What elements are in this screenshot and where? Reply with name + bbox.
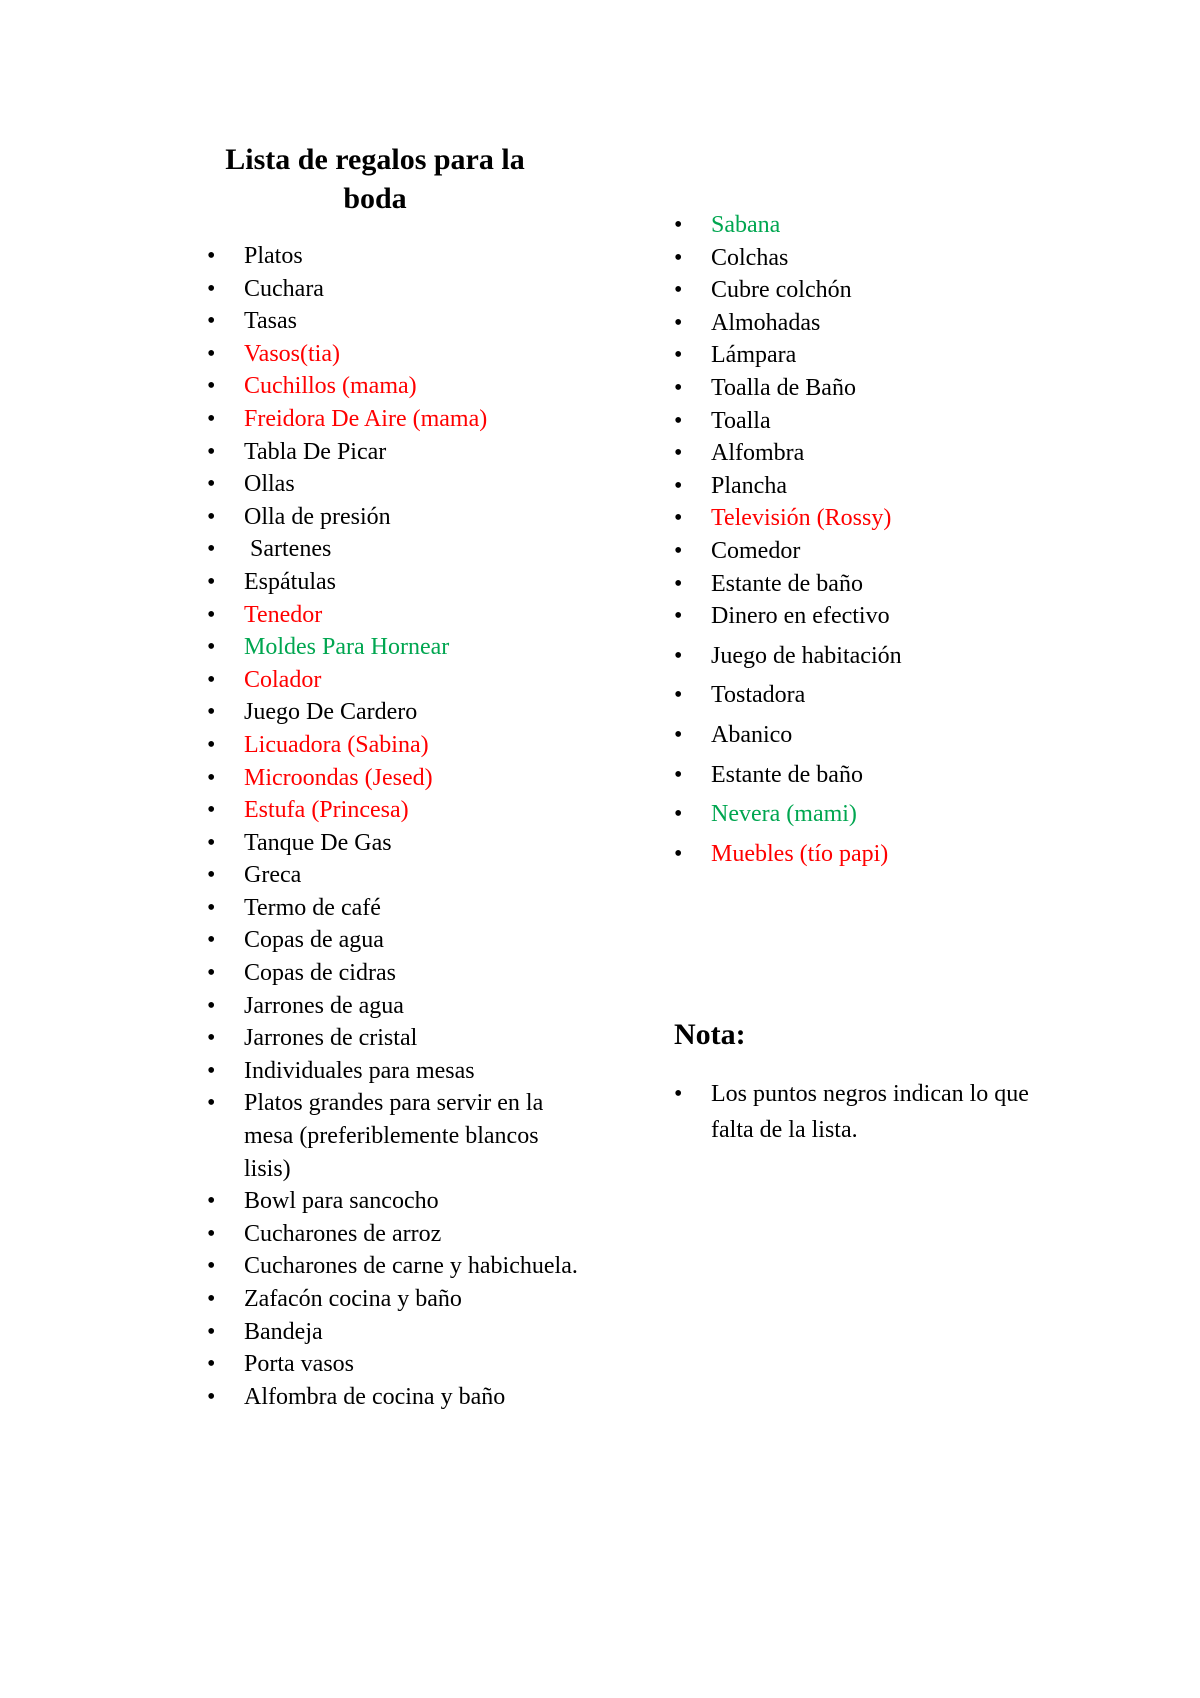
list-item bbox=[244, 240, 584, 273]
list-item-label: Cuchara bbox=[244, 275, 324, 302]
list-item-label: Zafacón cocina y baño bbox=[244, 1286, 462, 1312]
list-item bbox=[711, 535, 1031, 568]
bullet-icon bbox=[674, 535, 686, 568]
list-item bbox=[244, 566, 584, 599]
bullet-icon bbox=[674, 274, 686, 307]
bullet-icon bbox=[207, 827, 219, 860]
list-item-label: Estufa (Princesa) bbox=[244, 797, 409, 824]
list-item-label: Comedor bbox=[711, 537, 801, 564]
list-item-label: Colchas bbox=[711, 244, 789, 271]
bullet-icon bbox=[674, 679, 686, 712]
list-item bbox=[244, 305, 584, 338]
bullet-icon bbox=[207, 794, 219, 827]
list-item-label: Tostadora bbox=[711, 682, 806, 709]
list-item-label: Nevera (mami) bbox=[711, 801, 857, 828]
list-item-label: Freidora De Aire (mama) bbox=[244, 405, 488, 432]
list-item-label: Dinero en efectivo bbox=[711, 603, 890, 630]
list-item-label: Copas de cidras bbox=[244, 960, 396, 987]
list-item-label: Abanico bbox=[711, 721, 793, 748]
bullet-icon bbox=[674, 470, 686, 503]
bullet-icon bbox=[674, 640, 686, 673]
bullet-icon bbox=[674, 339, 686, 372]
bullet-icon bbox=[207, 990, 219, 1023]
list-item-label: Sartenes bbox=[244, 536, 332, 563]
bullet-icon bbox=[207, 1022, 219, 1055]
list-item-label: Microondas (Jesed) bbox=[244, 764, 433, 791]
list-item bbox=[244, 990, 584, 1023]
list-item-label: Espátulas bbox=[244, 568, 336, 595]
list-item-label: Vasos(tia) bbox=[244, 340, 340, 367]
list-item bbox=[711, 600, 1031, 633]
bullet-icon bbox=[207, 370, 219, 403]
list-item bbox=[711, 719, 1031, 752]
list-item bbox=[244, 631, 584, 664]
bullet-icon bbox=[207, 664, 219, 697]
list-item bbox=[244, 468, 584, 501]
bullet-icon bbox=[207, 1348, 219, 1381]
nota-text: Los puntos negros indican lo que falta de la lista. bbox=[711, 1081, 1029, 1143]
list-item-label: Toalla bbox=[711, 407, 771, 434]
list-item-label: Cuchillos (mama) bbox=[244, 373, 417, 400]
bullet-icon bbox=[674, 307, 686, 340]
list-item bbox=[244, 1087, 584, 1185]
list-item-label: Termo de café bbox=[244, 894, 381, 921]
bullet-icon bbox=[674, 1076, 686, 1112]
list-item bbox=[244, 924, 584, 957]
bullet-icon bbox=[207, 273, 219, 306]
list-item bbox=[244, 273, 584, 306]
bullet-icon bbox=[207, 1250, 219, 1283]
bullet-icon bbox=[674, 600, 686, 633]
list-item-label: Muebles (tío papi) bbox=[711, 840, 889, 867]
list-item bbox=[244, 729, 584, 762]
list-item bbox=[711, 209, 1031, 242]
bullet-icon bbox=[207, 1087, 219, 1120]
bullet-icon bbox=[207, 1218, 219, 1251]
bullet-icon bbox=[674, 242, 686, 275]
list-item bbox=[244, 664, 584, 697]
list-item bbox=[244, 1250, 584, 1283]
list-item-label: Tabla De Picar bbox=[244, 438, 387, 465]
bullet-icon bbox=[207, 305, 219, 338]
list-item bbox=[711, 242, 1031, 275]
list-item bbox=[244, 533, 584, 566]
list-item-label: Colador bbox=[244, 666, 322, 693]
list-item bbox=[244, 1348, 584, 1381]
bullet-icon bbox=[207, 533, 219, 566]
bullet-icon bbox=[207, 762, 219, 795]
list-item bbox=[244, 403, 584, 436]
list-item-label: Cubre colchón bbox=[711, 277, 852, 304]
list-item bbox=[711, 470, 1031, 503]
list-item bbox=[711, 759, 1031, 792]
list-item bbox=[711, 640, 1031, 673]
list-item-label: Tasas bbox=[244, 308, 297, 335]
list-item bbox=[711, 274, 1031, 307]
list-item bbox=[711, 372, 1031, 405]
list-item-label: Cucharones de carne y habichuela. bbox=[244, 1253, 578, 1280]
list-item bbox=[244, 1381, 584, 1414]
list-item-label: Plancha bbox=[711, 472, 787, 499]
bullet-icon bbox=[207, 957, 219, 990]
right-gift-list bbox=[711, 209, 1031, 870]
list-item bbox=[711, 1076, 1031, 1148]
list-item bbox=[244, 370, 584, 403]
list-item bbox=[244, 599, 584, 632]
bullet-icon bbox=[207, 1185, 219, 1218]
list-item-label: Sabana bbox=[711, 212, 781, 238]
list-item-label: Alfombra bbox=[711, 440, 805, 467]
bullet-icon bbox=[207, 1381, 219, 1414]
list-item-label: Moldes Para Hornear bbox=[244, 634, 450, 661]
list-item bbox=[244, 436, 584, 469]
list-item bbox=[244, 1055, 584, 1088]
bullet-icon bbox=[207, 1283, 219, 1316]
list-item-label: Jarrones de cristal bbox=[244, 1025, 418, 1052]
list-item bbox=[711, 798, 1031, 831]
list-item-label: Licuadora (Sabina) bbox=[244, 731, 429, 758]
bullet-icon bbox=[674, 209, 686, 242]
bullet-icon bbox=[207, 1055, 219, 1088]
list-item-label: Jarrones de agua bbox=[244, 992, 404, 1019]
left-gift-list bbox=[244, 240, 584, 1413]
list-item bbox=[711, 502, 1031, 535]
bullet-icon bbox=[207, 631, 219, 664]
list-item-label: Lámpara bbox=[711, 342, 797, 369]
nota-list bbox=[711, 1076, 1031, 1148]
list-item-label: Toalla de Baño bbox=[711, 374, 856, 401]
list-item-label: Bandeja bbox=[244, 1318, 323, 1345]
list-item bbox=[244, 794, 584, 827]
list-item bbox=[244, 762, 584, 795]
list-item bbox=[244, 892, 584, 925]
list-item bbox=[711, 339, 1031, 372]
bullet-icon bbox=[207, 1316, 219, 1349]
list-item-label: Tanque De Gas bbox=[244, 829, 392, 856]
bullet-icon bbox=[674, 759, 686, 792]
list-item-label: Tenedor bbox=[244, 601, 323, 628]
list-item bbox=[711, 679, 1031, 712]
list-item-label: Olla de presión bbox=[244, 503, 391, 530]
page-title: Lista de regalos para la boda bbox=[225, 143, 525, 215]
bullet-icon bbox=[674, 838, 686, 871]
list-item bbox=[244, 338, 584, 371]
list-item-label: Ollas bbox=[244, 471, 295, 498]
bullet-icon bbox=[207, 729, 219, 762]
list-item bbox=[711, 307, 1031, 340]
bullet-icon bbox=[207, 892, 219, 925]
list-item bbox=[244, 1022, 584, 1055]
list-item-label: Estante de baño bbox=[711, 570, 863, 597]
bullet-icon bbox=[674, 437, 686, 470]
list-item bbox=[244, 696, 584, 729]
list-item-label: Cucharones de arroz bbox=[244, 1220, 442, 1247]
bullet-icon bbox=[674, 568, 686, 601]
list-item bbox=[711, 437, 1031, 470]
list-item-label: Juego de habitación bbox=[711, 642, 902, 669]
bullet-icon bbox=[207, 436, 219, 469]
bullet-icon bbox=[207, 599, 219, 632]
bullet-icon bbox=[674, 502, 686, 535]
bullet-icon bbox=[207, 338, 219, 371]
bullet-icon bbox=[674, 719, 686, 752]
list-item bbox=[244, 1283, 584, 1316]
list-item-label: Platos bbox=[244, 243, 303, 269]
list-item bbox=[244, 1218, 584, 1251]
bullet-icon bbox=[207, 859, 219, 892]
list-item-label: Almohadas bbox=[711, 309, 821, 336]
list-item bbox=[244, 1185, 584, 1218]
bullet-icon bbox=[207, 240, 219, 273]
list-item bbox=[711, 838, 1031, 871]
list-item bbox=[711, 568, 1031, 601]
list-item-label: Individuales para mesas bbox=[244, 1057, 475, 1084]
bullet-icon bbox=[674, 798, 686, 831]
list-item-label: Copas de agua bbox=[244, 927, 384, 954]
bullet-icon bbox=[674, 405, 686, 438]
list-item bbox=[244, 501, 584, 534]
nota-heading: Nota: bbox=[674, 1018, 746, 1051]
list-item-label: Bowl para sancocho bbox=[244, 1188, 439, 1215]
bullet-icon bbox=[207, 501, 219, 534]
bullet-icon bbox=[207, 924, 219, 957]
list-item bbox=[244, 827, 584, 860]
list-item bbox=[244, 1316, 584, 1349]
list-item-label: Televisión (Rossy) bbox=[711, 505, 892, 532]
list-item-label: Alfombra de cocina y baño bbox=[244, 1383, 506, 1410]
list-item bbox=[711, 405, 1031, 438]
list-item bbox=[244, 957, 584, 990]
list-item-label: Juego De Cardero bbox=[244, 699, 418, 726]
list-item-label: Porta vasos bbox=[244, 1351, 354, 1378]
bullet-icon bbox=[207, 468, 219, 501]
list-item-label: Greca bbox=[244, 862, 302, 889]
bullet-icon bbox=[674, 372, 686, 405]
list-item bbox=[244, 859, 584, 892]
bullet-icon bbox=[207, 403, 219, 436]
bullet-icon bbox=[207, 696, 219, 729]
list-item-label: Platos grandes para servir en la mesa (preferiblemente blancos lisis) bbox=[244, 1090, 544, 1182]
bullet-icon bbox=[207, 566, 219, 599]
list-item-label: Estante de baño bbox=[711, 761, 863, 788]
